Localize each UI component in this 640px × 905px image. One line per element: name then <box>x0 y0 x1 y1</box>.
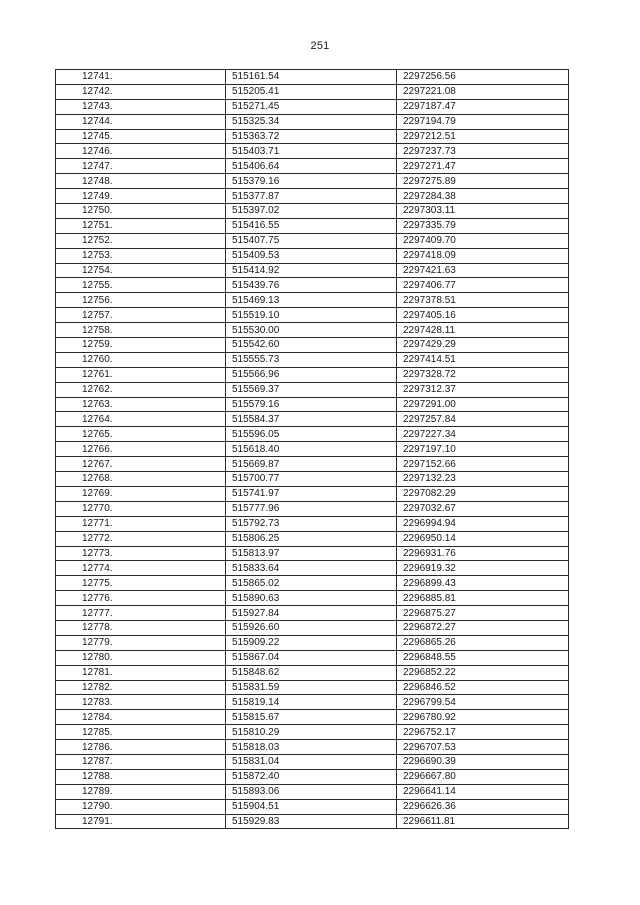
coordinates-table-body <box>56 70 569 829</box>
x-coordinate-cell: 515555.73 <box>226 352 397 367</box>
point-number-cell: 12759. <box>56 338 226 353</box>
point-number-cell: 12757. <box>56 308 226 323</box>
point-number-cell: 12784. <box>56 710 226 725</box>
point-number-cell: 12756. <box>56 293 226 308</box>
x-coordinate-cell: 515813.97 <box>226 546 397 561</box>
coordinates-table <box>55 69 569 829</box>
point-number-cell: 12782. <box>56 680 226 695</box>
point-number-cell: 12771. <box>56 516 226 531</box>
table-row <box>56 144 569 159</box>
table-row <box>56 99 569 114</box>
table-row <box>56 189 569 204</box>
x-coordinate-cell: 515927.84 <box>226 606 397 621</box>
y-coordinate-cell: 2297409.70 <box>397 233 569 248</box>
point-number-cell: 12783. <box>56 695 226 710</box>
table-row <box>56 293 569 308</box>
table-row <box>56 620 569 635</box>
x-coordinate-cell: 515777.96 <box>226 501 397 516</box>
y-coordinate-cell: 2296848.55 <box>397 650 569 665</box>
point-number-cell: 12746. <box>56 144 226 159</box>
y-coordinate-cell: 2296994.94 <box>397 516 569 531</box>
x-coordinate-cell: 515700.77 <box>226 472 397 487</box>
y-coordinate-cell: 2296799.54 <box>397 695 569 710</box>
table-row <box>56 352 569 367</box>
y-coordinate-cell: 2296690.39 <box>397 754 569 769</box>
table-row <box>56 263 569 278</box>
x-coordinate-cell: 515815.67 <box>226 710 397 725</box>
point-number-cell: 12791. <box>56 814 226 829</box>
x-coordinate-cell: 515414.92 <box>226 263 397 278</box>
x-coordinate-cell: 515569.37 <box>226 382 397 397</box>
point-number-cell: 12778. <box>56 620 226 635</box>
x-coordinate-cell: 515929.83 <box>226 814 397 829</box>
y-coordinate-cell: 2296667.80 <box>397 769 569 784</box>
point-number-cell: 12758. <box>56 323 226 338</box>
point-number-cell: 12749. <box>56 189 226 204</box>
x-coordinate-cell: 515397.02 <box>226 204 397 219</box>
point-number-cell: 12755. <box>56 278 226 293</box>
x-coordinate-cell: 515161.54 <box>226 70 397 85</box>
x-coordinate-cell: 515926.60 <box>226 620 397 635</box>
x-coordinate-cell: 515377.87 <box>226 189 397 204</box>
point-number-cell: 12779. <box>56 635 226 650</box>
table-row <box>56 561 569 576</box>
table-row <box>56 576 569 591</box>
point-number-cell: 12770. <box>56 501 226 516</box>
table-row <box>56 114 569 129</box>
y-coordinate-cell: 2296611.81 <box>397 814 569 829</box>
point-number-cell: 12788. <box>56 769 226 784</box>
x-coordinate-cell: 515406.64 <box>226 159 397 174</box>
y-coordinate-cell: 2297428.11 <box>397 323 569 338</box>
y-coordinate-cell: 2297082.29 <box>397 486 569 501</box>
table-row <box>56 710 569 725</box>
point-number-cell: 12762. <box>56 382 226 397</box>
x-coordinate-cell: 515416.55 <box>226 218 397 233</box>
y-coordinate-cell: 2296919.32 <box>397 561 569 576</box>
table-row <box>56 174 569 189</box>
x-coordinate-cell: 515893.06 <box>226 784 397 799</box>
y-coordinate-cell: 2297032.67 <box>397 501 569 516</box>
x-coordinate-cell: 515596.05 <box>226 427 397 442</box>
x-coordinate-cell: 515271.45 <box>226 99 397 114</box>
y-coordinate-cell: 2297406.77 <box>397 278 569 293</box>
y-coordinate-cell: 2296899.43 <box>397 576 569 591</box>
y-coordinate-cell: 2297227.34 <box>397 427 569 442</box>
y-coordinate-cell: 2296885.81 <box>397 591 569 606</box>
point-number-cell: 12790. <box>56 799 226 814</box>
y-coordinate-cell: 2297303.11 <box>397 204 569 219</box>
x-coordinate-cell: 515325.34 <box>226 114 397 129</box>
table-row <box>56 754 569 769</box>
y-coordinate-cell: 2297312.37 <box>397 382 569 397</box>
point-number-cell: 12765. <box>56 427 226 442</box>
x-coordinate-cell: 515618.40 <box>226 442 397 457</box>
table-row <box>56 129 569 144</box>
table-row <box>56 233 569 248</box>
y-coordinate-cell: 2297405.16 <box>397 308 569 323</box>
y-coordinate-cell: 2296875.27 <box>397 606 569 621</box>
table-row <box>56 516 569 531</box>
table-row <box>56 70 569 85</box>
y-coordinate-cell: 2296626.36 <box>397 799 569 814</box>
x-coordinate-cell: 515469.13 <box>226 293 397 308</box>
table-row <box>56 695 569 710</box>
x-coordinate-cell: 515904.51 <box>226 799 397 814</box>
point-number-cell: 12750. <box>56 204 226 219</box>
x-coordinate-cell: 515848.62 <box>226 665 397 680</box>
y-coordinate-cell: 2297271.47 <box>397 159 569 174</box>
table-row <box>56 218 569 233</box>
point-number-cell: 12789. <box>56 784 226 799</box>
y-coordinate-cell: 2297257.84 <box>397 412 569 427</box>
point-number-cell: 12768. <box>56 472 226 487</box>
table-row <box>56 204 569 219</box>
x-coordinate-cell: 515205.41 <box>226 84 397 99</box>
table-row <box>56 591 569 606</box>
table-row <box>56 486 569 501</box>
table-row <box>56 457 569 472</box>
table-row <box>56 248 569 263</box>
y-coordinate-cell: 2297256.56 <box>397 70 569 85</box>
x-coordinate-cell: 515819.14 <box>226 695 397 710</box>
y-coordinate-cell: 2296752.17 <box>397 725 569 740</box>
table-row <box>56 740 569 755</box>
table-row <box>56 323 569 338</box>
y-coordinate-cell: 2297194.79 <box>397 114 569 129</box>
x-coordinate-cell: 515741.97 <box>226 486 397 501</box>
point-number-cell: 12786. <box>56 740 226 755</box>
x-coordinate-cell: 515403.71 <box>226 144 397 159</box>
table-row <box>56 159 569 174</box>
y-coordinate-cell: 2296950.14 <box>397 531 569 546</box>
table-row <box>56 308 569 323</box>
point-number-cell: 12766. <box>56 442 226 457</box>
y-coordinate-cell: 2297421.63 <box>397 263 569 278</box>
x-coordinate-cell: 515865.02 <box>226 576 397 591</box>
table-row <box>56 338 569 353</box>
y-coordinate-cell: 2297212.51 <box>397 129 569 144</box>
x-coordinate-cell: 515831.59 <box>226 680 397 695</box>
y-coordinate-cell: 2297378.51 <box>397 293 569 308</box>
table-row <box>56 680 569 695</box>
point-number-cell: 12752. <box>56 233 226 248</box>
table-row <box>56 397 569 412</box>
point-number-cell: 12747. <box>56 159 226 174</box>
table-row <box>56 427 569 442</box>
x-coordinate-cell: 515669.87 <box>226 457 397 472</box>
point-number-cell: 12767. <box>56 457 226 472</box>
x-coordinate-cell: 515579.16 <box>226 397 397 412</box>
point-number-cell: 12744. <box>56 114 226 129</box>
point-number-cell: 12743. <box>56 99 226 114</box>
x-coordinate-cell: 515542.60 <box>226 338 397 353</box>
table-row <box>56 472 569 487</box>
x-coordinate-cell: 515818.03 <box>226 740 397 755</box>
point-number-cell: 12763. <box>56 397 226 412</box>
table-row <box>56 784 569 799</box>
y-coordinate-cell: 2297275.89 <box>397 174 569 189</box>
table-row <box>56 546 569 561</box>
table-row <box>56 814 569 829</box>
point-number-cell: 12742. <box>56 84 226 99</box>
point-number-cell: 12761. <box>56 367 226 382</box>
x-coordinate-cell: 515439.76 <box>226 278 397 293</box>
x-coordinate-cell: 515379.16 <box>226 174 397 189</box>
y-coordinate-cell: 2297197.10 <box>397 442 569 457</box>
x-coordinate-cell: 515867.04 <box>226 650 397 665</box>
y-coordinate-cell: 2297284.38 <box>397 189 569 204</box>
y-coordinate-cell: 2297221.08 <box>397 84 569 99</box>
point-number-cell: 12760. <box>56 352 226 367</box>
table-row <box>56 531 569 546</box>
y-coordinate-cell: 2297335.79 <box>397 218 569 233</box>
table-row <box>56 278 569 293</box>
x-coordinate-cell: 515566.96 <box>226 367 397 382</box>
point-number-cell: 12748. <box>56 174 226 189</box>
y-coordinate-cell: 2296780.92 <box>397 710 569 725</box>
y-coordinate-cell: 2297132.23 <box>397 472 569 487</box>
table-row <box>56 665 569 680</box>
point-number-cell: 12773. <box>56 546 226 561</box>
table-row <box>56 382 569 397</box>
x-coordinate-cell: 515890.63 <box>226 591 397 606</box>
x-coordinate-cell: 515363.72 <box>226 129 397 144</box>
point-number-cell: 12787. <box>56 754 226 769</box>
x-coordinate-cell: 515409.53 <box>226 248 397 263</box>
y-coordinate-cell: 2296852.22 <box>397 665 569 680</box>
x-coordinate-cell: 515810.29 <box>226 725 397 740</box>
y-coordinate-cell: 2297414.51 <box>397 352 569 367</box>
point-number-cell: 12753. <box>56 248 226 263</box>
point-number-cell: 12751. <box>56 218 226 233</box>
page-number: 251 <box>310 40 330 52</box>
y-coordinate-cell: 2297418.09 <box>397 248 569 263</box>
x-coordinate-cell: 515831.04 <box>226 754 397 769</box>
y-coordinate-cell: 2296931.76 <box>397 546 569 561</box>
table-row <box>56 650 569 665</box>
table-row <box>56 501 569 516</box>
y-coordinate-cell: 2296707.53 <box>397 740 569 755</box>
table-row <box>56 412 569 427</box>
y-coordinate-cell: 2296846.52 <box>397 680 569 695</box>
x-coordinate-cell: 515530.00 <box>226 323 397 338</box>
x-coordinate-cell: 515584.37 <box>226 412 397 427</box>
x-coordinate-cell: 515407.75 <box>226 233 397 248</box>
table-row <box>56 606 569 621</box>
y-coordinate-cell: 2297328.72 <box>397 367 569 382</box>
x-coordinate-cell: 515872.40 <box>226 769 397 784</box>
point-number-cell: 12785. <box>56 725 226 740</box>
table-row <box>56 635 569 650</box>
point-number-cell: 12781. <box>56 665 226 680</box>
table-row <box>56 769 569 784</box>
point-number-cell: 12774. <box>56 561 226 576</box>
table-row <box>56 799 569 814</box>
y-coordinate-cell: 2296641.14 <box>397 784 569 799</box>
point-number-cell: 12769. <box>56 486 226 501</box>
point-number-cell: 12764. <box>56 412 226 427</box>
table-row <box>56 367 569 382</box>
x-coordinate-cell: 515792.73 <box>226 516 397 531</box>
table-row <box>56 442 569 457</box>
table-row <box>56 725 569 740</box>
x-coordinate-cell: 515909.22 <box>226 635 397 650</box>
y-coordinate-cell: 2297187.47 <box>397 99 569 114</box>
y-coordinate-cell: 2297291.00 <box>397 397 569 412</box>
point-number-cell: 12775. <box>56 576 226 591</box>
point-number-cell: 12745. <box>56 129 226 144</box>
point-number-cell: 12776. <box>56 591 226 606</box>
y-coordinate-cell: 2296872.27 <box>397 620 569 635</box>
point-number-cell: 12777. <box>56 606 226 621</box>
x-coordinate-cell: 515806.25 <box>226 531 397 546</box>
point-number-cell: 12772. <box>56 531 226 546</box>
y-coordinate-cell: 2297429.29 <box>397 338 569 353</box>
y-coordinate-cell: 2297237.73 <box>397 144 569 159</box>
x-coordinate-cell: 515519.10 <box>226 308 397 323</box>
y-coordinate-cell: 2297152.66 <box>397 457 569 472</box>
y-coordinate-cell: 2296865.26 <box>397 635 569 650</box>
point-number-cell: 12741. <box>56 70 226 85</box>
point-number-cell: 12780. <box>56 650 226 665</box>
table-row <box>56 84 569 99</box>
point-number-cell: 12754. <box>56 263 226 278</box>
x-coordinate-cell: 515833.64 <box>226 561 397 576</box>
